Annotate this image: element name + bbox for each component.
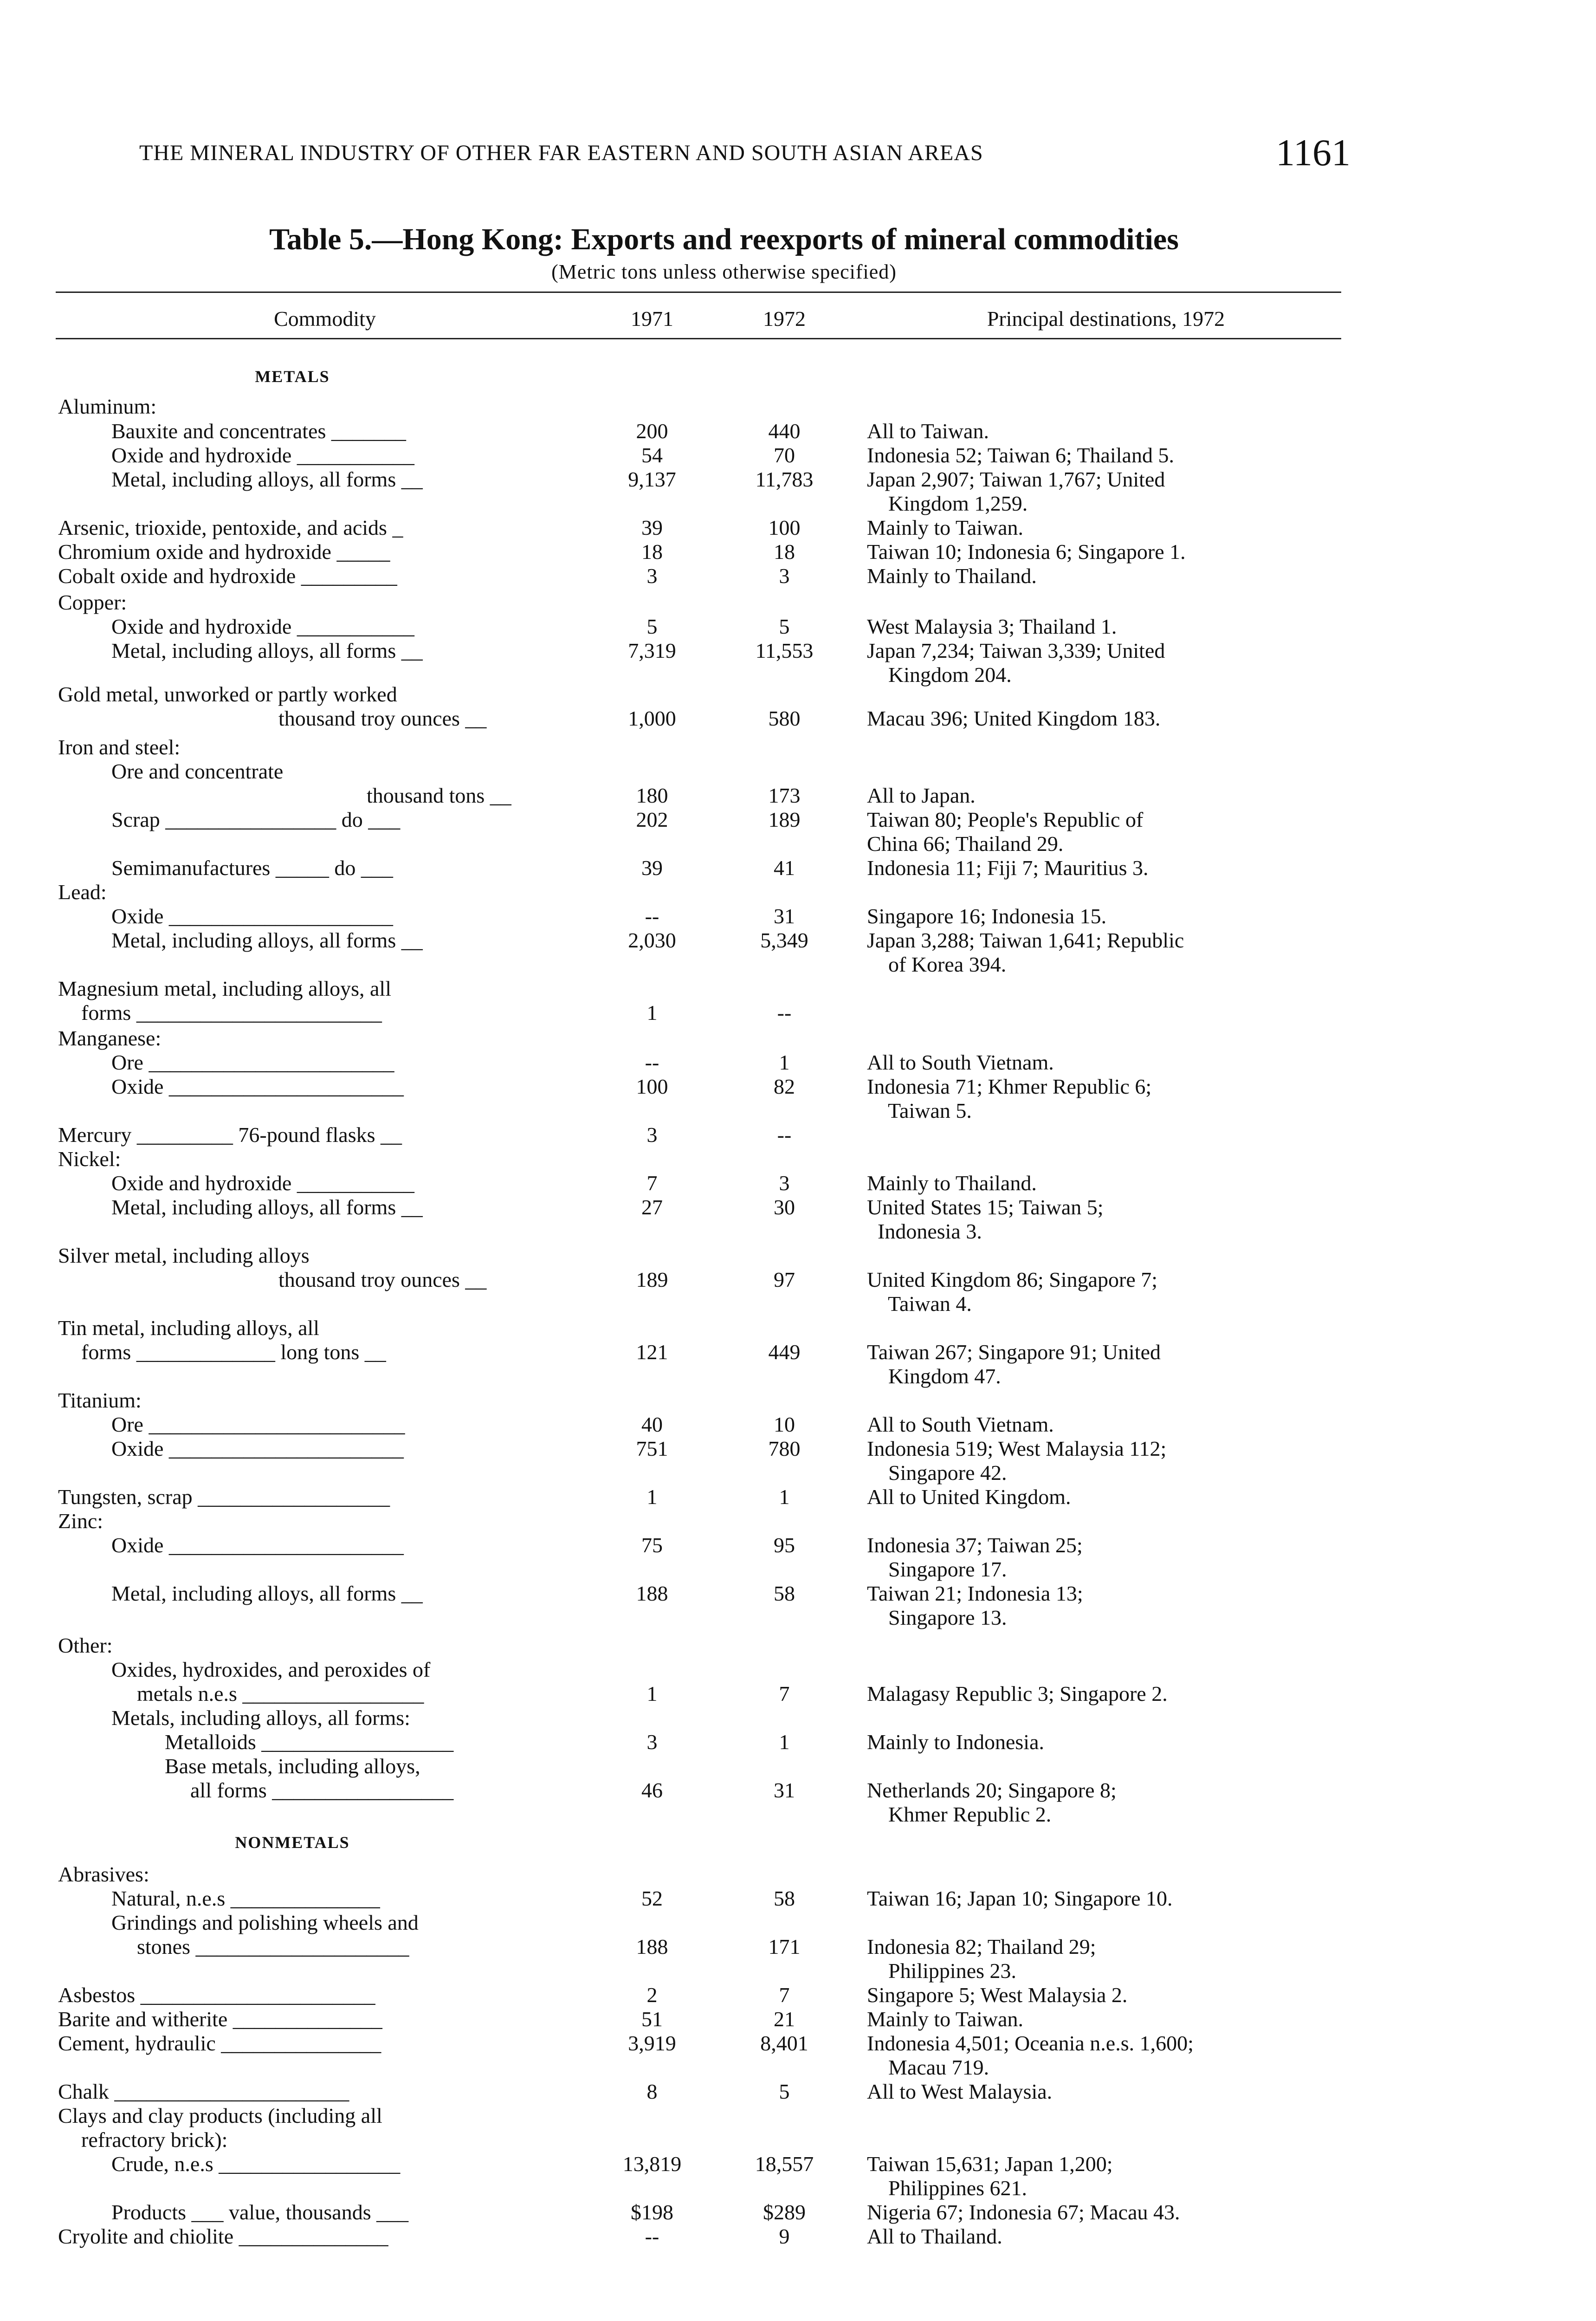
destinations-cell: Taiwan 80; People's Republic of <box>867 808 1144 831</box>
commodity-cell: Cryolite and chiolite ______________ <box>58 2224 388 2248</box>
value-1972-cell: 8,401 <box>760 2031 808 2055</box>
commodity-cell: Oxide ______________________ <box>111 1533 404 1557</box>
value-1972-cell: 5,349 <box>760 928 808 952</box>
commodity-cell: Manganese: <box>58 1026 162 1050</box>
commodity-cell: Gold metal, unworked or partly worked <box>58 682 397 706</box>
destinations-cell: Mainly to Thailand. <box>867 564 1037 588</box>
destinations-cell: Khmer Republic 2. <box>867 1802 1052 1826</box>
value-1971-cell: 1 <box>646 1682 658 1705</box>
commodity-cell: Ore ________________________ <box>111 1413 405 1436</box>
destinations-cell: Kingdom 1,259. <box>867 492 1028 515</box>
destinations-cell: Philippines 621. <box>867 2176 1027 2200</box>
value-1972-cell: 11,783 <box>755 467 814 491</box>
value-1971-cell: 8 <box>646 2080 658 2103</box>
commodity-cell: Scrap ________________ do ___ <box>111 808 401 831</box>
commodity-cell: Metalloids __________________ <box>165 1730 454 1754</box>
value-1972-cell: 9 <box>779 2224 790 2248</box>
destinations-cell: Mainly to Taiwan. <box>867 2007 1024 2031</box>
commodity-cell: Products ___ value, thousands ___ <box>111 2200 409 2224</box>
column-header-1971: 1971 <box>631 307 673 331</box>
commodity-cell: Oxide ______________________ <box>111 1075 404 1098</box>
commodity-cell: Cement, hydraulic _______________ <box>58 2031 381 2055</box>
destinations-cell: Indonesia 3. <box>867 1219 982 1243</box>
value-1972-cell: 1 <box>779 1730 790 1754</box>
value-1972-cell: 70 <box>774 443 795 467</box>
commodity-cell: Metal, including alloys, all forms __ <box>111 928 423 952</box>
value-1972-cell: 10 <box>774 1413 795 1436</box>
value-1972-cell: 440 <box>768 419 801 443</box>
commodity-cell: thousand troy ounces __ <box>278 1268 487 1291</box>
value-1972-cell: -- <box>777 1001 792 1024</box>
value-1971-cell: 9,137 <box>628 467 676 491</box>
destinations-cell: All to West Malaysia. <box>867 2080 1053 2103</box>
destinations-cell: Malagasy Republic 3; Singapore 2. <box>867 1682 1168 1705</box>
commodity-cell: Mercury _________ 76-pound flasks __ <box>58 1123 402 1147</box>
value-1971-cell: 13,819 <box>622 2152 682 2176</box>
commodity-cell: Oxide and hydroxide ___________ <box>111 443 414 467</box>
value-1971-cell: 3,919 <box>628 2031 676 2055</box>
destinations-cell: West Malaysia 3; Thailand 1. <box>867 615 1117 638</box>
destinations-cell: United States 15; Taiwan 5; <box>867 1195 1104 1219</box>
value-1971-cell: 51 <box>641 2007 663 2031</box>
destinations-cell: of Korea 394. <box>867 953 1007 976</box>
value-1971-cell: 3 <box>646 1730 658 1754</box>
commodity-cell: Chalk ______________________ <box>58 2080 349 2103</box>
commodity-cell: thousand tons __ <box>367 784 511 807</box>
commodity-cell: Titanium: <box>58 1388 142 1412</box>
value-1972-cell: 58 <box>774 1582 795 1605</box>
value-1972-cell: 7 <box>779 1682 790 1705</box>
value-1972-cell: 5 <box>779 615 790 638</box>
destinations-cell: Singapore 16; Indonesia 15. <box>867 904 1107 928</box>
value-1971-cell: 7 <box>646 1171 658 1195</box>
value-1972-cell: 11,553 <box>755 639 814 662</box>
value-1971-cell: 3 <box>646 1123 658 1147</box>
value-1972-cell: 449 <box>768 1340 801 1364</box>
value-1971-cell: 188 <box>636 1935 668 1958</box>
value-1972-cell: 1 <box>779 1485 790 1509</box>
value-1971-cell: 7,319 <box>628 639 676 662</box>
commodity-cell: Magnesium metal, including alloys, all <box>58 977 391 1000</box>
destinations-cell: All to Japan. <box>867 784 976 807</box>
commodity-cell: Base metals, including alloys, <box>165 1754 420 1778</box>
value-1971-cell: 1,000 <box>628 707 676 730</box>
destinations-cell: Nigeria 67; Indonesia 67; Macau 43. <box>867 2200 1180 2224</box>
value-1971-cell: 180 <box>636 784 668 807</box>
value-1971-cell: 3 <box>646 564 658 588</box>
destinations-cell: Taiwan 21; Indonesia 13; <box>867 1582 1083 1605</box>
commodity-cell: Ore _______________________ <box>111 1050 394 1074</box>
value-1971-cell: 75 <box>641 1533 663 1557</box>
destinations-cell: Indonesia 4,501; Oceania n.e.s. 1,600; <box>867 2031 1194 2055</box>
commodity-cell: Copper: <box>58 590 127 614</box>
commodity-cell: Iron and steel: <box>58 735 181 759</box>
destinations-cell: All to Taiwan. <box>867 419 989 443</box>
value-1971-cell: -- <box>645 904 659 928</box>
destinations-cell: Japan 7,234; Taiwan 3,339; United <box>867 639 1165 662</box>
commodity-cell: Metal, including alloys, all forms __ <box>111 467 423 491</box>
value-1971-cell: $198 <box>631 2200 673 2224</box>
commodity-cell: Tungsten, scrap __________________ <box>58 1485 390 1509</box>
commodity-cell: Semimanufactures _____ do ___ <box>111 856 393 880</box>
destinations-cell: Macau 719. <box>867 2055 989 2079</box>
destinations-cell: Taiwan 10; Indonesia 6; Singapore 1. <box>867 540 1186 564</box>
commodity-cell: forms _____________ long tons __ <box>81 1340 386 1364</box>
value-1971-cell: 52 <box>641 1887 663 1910</box>
destinations-cell: Kingdom 47. <box>867 1364 1001 1388</box>
destinations-cell: Indonesia 11; Fiji 7; Mauritius 3. <box>867 856 1149 880</box>
value-1972-cell: 100 <box>768 516 801 539</box>
column-header-1972: 1972 <box>763 307 806 331</box>
value-1972-cell: 21 <box>774 2007 795 2031</box>
value-1971-cell: 1 <box>646 1001 658 1024</box>
commodity-cell: Tin metal, including alloys, all <box>58 1316 320 1340</box>
destinations-cell: All to United Kingdom. <box>867 1485 1071 1509</box>
value-1972-cell: 7 <box>779 1983 790 2007</box>
value-1971-cell: 200 <box>636 419 668 443</box>
commodity-cell: Oxides, hydroxides, and peroxides of <box>111 1658 431 1681</box>
commodity-cell: Cobalt oxide and hydroxide _________ <box>58 564 397 588</box>
commodity-cell: metals n.e.s _________________ <box>137 1682 424 1705</box>
destinations-cell: Singapore 13. <box>867 1606 1007 1629</box>
commodity-cell: Natural, n.e.s ______________ <box>111 1887 380 1910</box>
destinations-cell: Taiwan 5. <box>867 1099 972 1122</box>
commodity-cell: Grindings and polishing wheels and <box>111 1911 419 1934</box>
value-1972-cell: 780 <box>768 1437 801 1460</box>
value-1971-cell: 54 <box>641 443 663 467</box>
commodity-cell: Asbestos ______________________ <box>58 1983 375 2007</box>
destinations-cell: Indonesia 519; West Malaysia 112; <box>867 1437 1167 1460</box>
destinations-cell: Indonesia 71; Khmer Republic 6; <box>867 1075 1152 1098</box>
value-1971-cell: 202 <box>636 808 668 831</box>
value-1972-cell: 18 <box>774 540 795 564</box>
table-title: Table 5.—Hong Kong: Exports and reexports of mineral commodities <box>269 222 1179 256</box>
value-1972-cell: 3 <box>779 1171 790 1195</box>
destinations-cell: Philippines 23. <box>867 1959 1017 1983</box>
commodity-cell: Bauxite and concentrates _______ <box>111 419 406 443</box>
commodity-cell: Oxide _____________________ <box>111 904 393 928</box>
value-1971-cell: 18 <box>641 540 663 564</box>
commodity-cell: Chromium oxide and hydroxide _____ <box>58 540 390 564</box>
value-1971-cell: 188 <box>636 1582 668 1605</box>
value-1971-cell: 5 <box>646 615 658 638</box>
destinations-cell: All to Thailand. <box>867 2224 1002 2248</box>
commodity-cell: all forms _________________ <box>190 1778 454 1802</box>
value-1972-cell: 580 <box>768 707 801 730</box>
commodity-cell: Oxide ______________________ <box>111 1437 404 1460</box>
value-1972-cell: 173 <box>768 784 801 807</box>
value-1972-cell: 41 <box>774 856 795 880</box>
section-heading-nonmetals: NONMETALS <box>235 1833 350 1852</box>
value-1971-cell: 39 <box>641 856 663 880</box>
destinations-cell: Indonesia 82; Thailand 29; <box>867 1935 1096 1958</box>
destinations-cell: Singapore 42. <box>867 1461 1007 1485</box>
commodity-cell: Crude, n.e.s _________________ <box>111 2152 401 2176</box>
destinations-cell: Macau 396; United Kingdom 183. <box>867 707 1161 730</box>
running-head: THE MINERAL INDUSTRY OF OTHER FAR EASTERN AND SOUTH ASIAN AREAS <box>139 141 983 165</box>
value-1971-cell: 46 <box>641 1778 663 1802</box>
commodity-cell: refractory brick): <box>81 2128 228 2152</box>
commodity-cell: stones ____________________ <box>137 1935 409 1958</box>
destinations-cell: United Kingdom 86; Singapore 7; <box>867 1268 1158 1291</box>
destinations-cell: All to South Vietnam. <box>867 1413 1054 1436</box>
destinations-cell: Taiwan 15,631; Japan 1,200; <box>867 2152 1113 2176</box>
value-1971-cell: 751 <box>636 1437 668 1460</box>
value-1972-cell: 31 <box>774 1778 795 1802</box>
commodity-cell: Clays and clay products (including all <box>58 2104 382 2127</box>
value-1972-cell: -- <box>777 1123 792 1147</box>
destinations-cell: Taiwan 4. <box>867 1292 972 1316</box>
destinations-cell: Indonesia 52; Taiwan 6; Thailand 5. <box>867 443 1174 467</box>
destinations-cell: Mainly to Taiwan. <box>867 516 1024 539</box>
value-1972-cell: 1 <box>779 1050 790 1074</box>
value-1971-cell: 1 <box>646 1485 658 1509</box>
destinations-cell: China 66; Thailand 29. <box>867 832 1064 856</box>
commodity-cell: Metal, including alloys, all forms __ <box>111 639 423 662</box>
column-header-destinations: Principal destinations, 1972 <box>987 307 1225 331</box>
commodity-cell: Zinc: <box>58 1509 103 1533</box>
value-1971-cell: -- <box>645 2224 659 2248</box>
value-1971-cell: 2,030 <box>628 928 676 952</box>
value-1972-cell: 5 <box>779 2080 790 2103</box>
value-1972-cell: $289 <box>763 2200 806 2224</box>
destinations-cell: Japan 2,907; Taiwan 1,767; United <box>867 467 1165 491</box>
section-heading-metals: METALS <box>255 367 330 386</box>
destinations-cell: Japan 3,288; Taiwan 1,641; Republic <box>867 928 1184 952</box>
commodity-cell: Nickel: <box>58 1147 121 1171</box>
destinations-cell: Taiwan 16; Japan 10; Singapore 10. <box>867 1887 1173 1910</box>
value-1972-cell: 82 <box>774 1075 795 1098</box>
commodity-cell: Aluminum: <box>58 395 157 418</box>
destinations-cell: Singapore 5; West Malaysia 2. <box>867 1983 1128 2007</box>
value-1971-cell: 27 <box>641 1195 663 1219</box>
commodity-cell: thousand troy ounces __ <box>278 707 487 730</box>
commodity-cell: Oxide and hydroxide ___________ <box>111 615 414 638</box>
commodity-cell: Barite and witherite ______________ <box>58 2007 382 2031</box>
page-number: 1161 <box>1276 131 1350 174</box>
destinations-cell: Mainly to Thailand. <box>867 1171 1037 1195</box>
commodity-cell: Metal, including alloys, all forms __ <box>111 1582 423 1605</box>
value-1972-cell: 189 <box>768 808 801 831</box>
commodity-cell: Oxide and hydroxide ___________ <box>111 1171 414 1195</box>
commodity-cell: Other: <box>58 1634 113 1657</box>
value-1971-cell: -- <box>645 1050 659 1074</box>
value-1971-cell: 189 <box>636 1268 668 1291</box>
value-1972-cell: 97 <box>774 1268 795 1291</box>
commodity-cell: Arsenic, trioxide, pentoxide, and acids _ <box>58 516 403 539</box>
value-1972-cell: 18,557 <box>755 2152 814 2176</box>
value-1971-cell: 39 <box>641 516 663 539</box>
value-1971-cell: 121 <box>636 1340 668 1364</box>
value-1971-cell: 40 <box>641 1413 663 1436</box>
table-subtitle: (Metric tons unless otherwise specified) <box>551 260 897 283</box>
value-1972-cell: 95 <box>774 1533 795 1557</box>
destinations-cell: Mainly to Indonesia. <box>867 1730 1044 1754</box>
value-1972-cell: 31 <box>774 904 795 928</box>
destinations-cell: Netherlands 20; Singapore 8; <box>867 1778 1117 1802</box>
destinations-cell: All to South Vietnam. <box>867 1050 1054 1074</box>
destinations-cell: Singapore 17. <box>867 1557 1007 1581</box>
destinations-cell: Indonesia 37; Taiwan 25; <box>867 1533 1083 1557</box>
commodity-cell: forms _______________________ <box>81 1001 382 1024</box>
column-header-commodity: Commodity <box>274 307 376 331</box>
value-1972-cell: 58 <box>774 1887 795 1910</box>
commodity-cell: Metals, including alloys, all forms: <box>111 1706 410 1730</box>
commodity-cell: Metal, including alloys, all forms __ <box>111 1195 423 1219</box>
commodity-cell: Ore and concentrate <box>111 759 284 783</box>
value-1972-cell: 171 <box>768 1935 801 1958</box>
value-1971-cell: 2 <box>646 1983 658 2007</box>
value-1972-cell: 30 <box>774 1195 795 1219</box>
commodity-cell: Lead: <box>58 880 107 904</box>
destinations-cell: Kingdom 204. <box>867 663 1012 687</box>
value-1972-cell: 3 <box>779 564 790 588</box>
destinations-cell: Taiwan 267; Singapore 91; United <box>867 1340 1161 1364</box>
value-1971-cell: 100 <box>636 1075 668 1098</box>
commodity-cell: Abrasives: <box>58 1862 149 1886</box>
commodity-cell: Silver metal, including alloys <box>58 1244 310 1267</box>
